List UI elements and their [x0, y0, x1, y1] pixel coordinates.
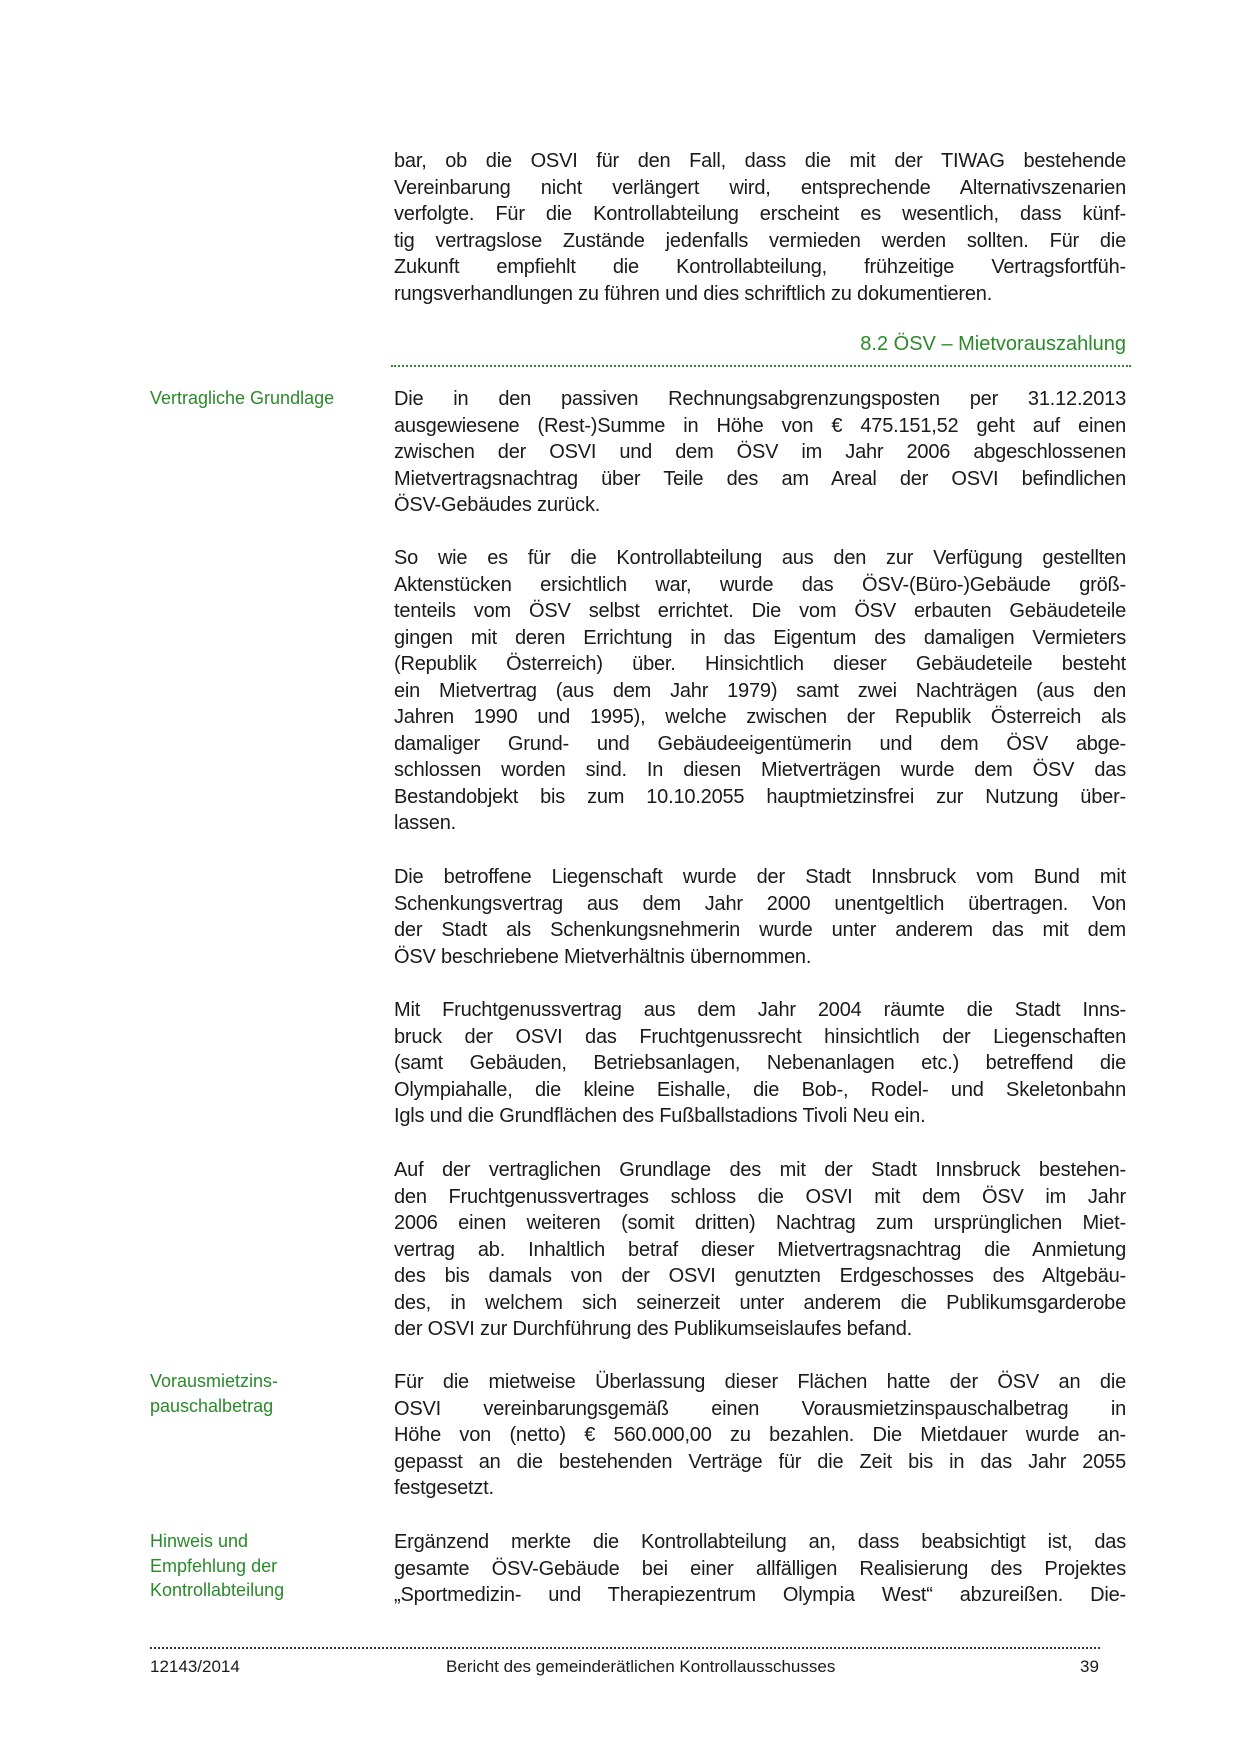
text-line: Auf der vertraglichen Grundlage des mit der Stadt Innsbruck bestehen- [394, 1159, 1126, 1181]
text-line: gepasst an die bestehenden Verträge für die Zeit bis in das Jahr 2055 [394, 1450, 1126, 1473]
text-line: ÖSV-Gebäudes zurück. [394, 494, 601, 516]
text-line: bruck der OSVI das Fruchtgenussrecht hinsichtlich der Liegenschaften [394, 1025, 1126, 1048]
paragraph-intro [394, 148, 1126, 307]
text-line: gesamte ÖSV-Gebäude bei einer allfälligen Realisierung des Projektes [394, 1557, 1126, 1580]
text-line: (Republik Österreich) über. Hinsichtlich dieser Gebäudeteile besteht [394, 653, 1126, 675]
text-line: Ergänzend merkte die Kontrollabteilung an, dass beabsichtigt ist, das [394, 1531, 1126, 1553]
text-line: den Fruchtgenussvertrages schloss die OSVI mit dem ÖSV im Jahr [394, 1185, 1126, 1208]
text-line: Mit Fruchtgenussvertrag aus dem Jahr 2004 räumte die Stadt Inns- [394, 999, 1126, 1021]
margin-label-line: Vorausmietzins- [150, 1371, 279, 1391]
paragraph-fruchtgenuss [394, 997, 1126, 1130]
text-line: (samt Gebäuden, Betriebsanlagen, Nebenanlagen etc.) betreffend die [394, 1052, 1126, 1074]
text-line: der OSVI zur Durchführung des Publikumseislaufes befand. [394, 1318, 912, 1340]
text-line: lassen. [394, 812, 456, 834]
text-line: ÖSV beschriebene Mietverhältnis übernommen. [394, 945, 812, 968]
paragraph-vorausmietzins [394, 1369, 1126, 1502]
text-line: des, in welchem sich seinerzeit unter anderem die Publikumsgarderobe [394, 1291, 1126, 1314]
text-line: Mietvertragsnachtrag über Teile des am Areal der OSVI befindlichen [394, 467, 1126, 490]
text-line: Schenkungsvertrag aus dem Jahr 2000 unentgeltlich übertragen. Von [394, 892, 1126, 915]
margin-label-line: Empfehlung der [150, 1555, 278, 1576]
text-line: des bis damals von der OSVI genutzten Erdgeschosses des Altgebäu- [394, 1265, 1126, 1287]
text-line: gingen mit deren Errichtung in das Eigentum des damaligen Vermieters [394, 626, 1126, 649]
paragraph-gebaeude [394, 545, 1126, 837]
text-line: Jahren 1990 und 1995), welche zwischen der Republik Österreich als [394, 706, 1126, 728]
margin-label-line: pauschalbetrag [150, 1395, 274, 1416]
text-line: ausgewiesene (Rest-)Summe in Höhe von € 475.151,52 geht auf einen [394, 414, 1126, 437]
text-line: ein Mietvertrag (aus dem Jahr 1979) samt zwei Nachträgen (aus den [394, 679, 1126, 702]
text-line: Aktenstücken ersichtlich war, wurde das ÖSV-(Büro-)Gebäude größ- [394, 573, 1126, 596]
paragraph-schenkung [394, 864, 1126, 970]
text-line: Höhe von (netto) € 560.000,00 zu bezahlen. Die Mietdauer wurde an- [394, 1424, 1126, 1446]
heading-divider [391, 365, 1131, 367]
text-line: Olympiahalle, die kleine Eishalle, die Bob-, Rodel- und Skeletonbahn [394, 1078, 1126, 1101]
text-line: vertrag ab. Inhaltlich betraf dieser Mietvertragsnachtrag die Anmietung [394, 1238, 1126, 1261]
text-line: damaliger Grund- und Gebäudeeigentümerin und dem ÖSV abge- [394, 732, 1126, 755]
footer-title: Bericht des gemeinderätlichen Kontrollausschusses [446, 1657, 836, 1676]
text-line: bar, ob die OSVI für den Fall, dass die mit der TIWAG bestehende [394, 150, 1126, 172]
footer-doc-number: 12143/2014 [150, 1657, 240, 1676]
text-line: Die in den passiven Rechnungsabgrenzungsposten per 31.12.2013 [394, 388, 1126, 410]
footer-divider [150, 1647, 1100, 1649]
text-line: Für die mietweise Überlassung dieser Flächen hatte der ÖSV an die [394, 1371, 1126, 1393]
text-line: Bestandobjekt bis zum 10.10.2055 hauptmietzinsfrei zur Nutzung über- [394, 785, 1126, 808]
text-line: festgesetzt. [394, 1477, 494, 1499]
margin-label-line: Kontrollabteilung [150, 1580, 285, 1600]
text-line: So wie es für die Kontrollabteilung aus den zur Verfügung gestellten [394, 547, 1126, 569]
footer-page-number: 39 [1080, 1657, 1099, 1676]
text-line: verfolgte. Für die Kontrollabteilung erscheint es wesentlich, dass künf- [394, 203, 1126, 225]
paragraph-hinweis [394, 1529, 1126, 1609]
text-line: tenteils vom ÖSV selbst errichtet. Die vom ÖSV erbauten Gebäudeteile [394, 600, 1126, 622]
text-line: Die betroffene Liegenschaft wurde der Stadt Innsbruck vom Bund mit [394, 866, 1126, 888]
section-heading: 8.2 ÖSV – Mietvorauszahlung [860, 333, 1126, 355]
margin-label-hinweis [150, 1529, 360, 1603]
text-line: Igls und die Grundflächen des Fußballstadions Tivoli Neu ein. [394, 1105, 926, 1127]
text-line: tig vertragslose Zustände jedenfalls vermieden werden sollten. Für die [394, 229, 1126, 252]
text-line: OSVI vereinbarungsgemäß einen Vorausmietzinspauschalbetrag in [394, 1397, 1126, 1420]
margin-label-vorausmietzins [150, 1369, 360, 1418]
text-line: „Sportmedizin- und Therapiezentrum Olympia West“ abzureißen. Die- [394, 1584, 1126, 1606]
margin-label-vertragliche-grundlage: Vertragliche Grundlage [150, 388, 335, 408]
text-line: der Stadt als Schenkungsnehmerin wurde unter anderem das mit dem [394, 919, 1126, 941]
text-line: schlossen worden sind. In diesen Mietverträgen wurde dem ÖSV das [394, 759, 1126, 781]
text-line: zwischen der OSVI und dem ÖSV im Jahr 2006 abgeschlossenen [394, 441, 1126, 463]
text-line: 2006 einen weiteren (somit dritten) Nachtrag zum ursprünglichen Miet- [394, 1212, 1126, 1234]
text-line: Zukunft empfiehlt die Kontrollabteilung, frühzeitige Vertragsfortfüh- [394, 256, 1126, 278]
text-line: Vereinbarung nicht verlängert wird, entsprechende Alternativszenarien [394, 176, 1126, 199]
paragraph-nachtrag [394, 1157, 1126, 1343]
text-line: rungsverhandlungen zu führen und dies schriftlich zu dokumentieren. [394, 282, 993, 305]
paragraph-rechnungsabgrenzung [394, 386, 1126, 519]
margin-label-line: Hinweis und [150, 1531, 249, 1551]
